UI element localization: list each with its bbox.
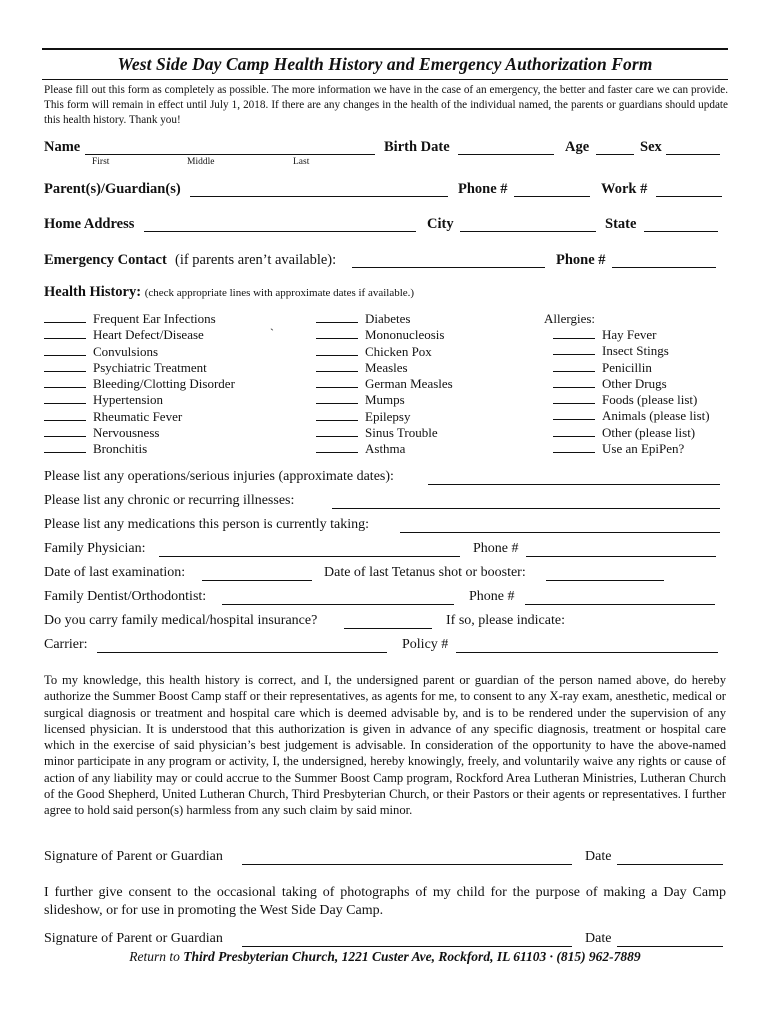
condition-label: Bleeding/Clotting Disorder xyxy=(93,376,235,392)
emergency-contact-label: Emergency Contact xyxy=(44,252,167,268)
condition-item xyxy=(44,425,235,441)
city-label: City xyxy=(427,216,454,232)
tetanus-field[interactable] xyxy=(546,565,664,581)
name-last-hint: Last xyxy=(293,157,310,167)
name-field[interactable] xyxy=(85,139,375,155)
check-line[interactable] xyxy=(316,327,358,339)
condition-item xyxy=(44,441,235,457)
name-middle-hint: Middle xyxy=(187,157,215,167)
check-line[interactable] xyxy=(316,409,358,421)
condition-label: Mononucleosis xyxy=(365,327,445,343)
return-address xyxy=(0,949,770,965)
allergy-label: Other Drugs xyxy=(602,375,667,391)
guardian-phone-field[interactable] xyxy=(514,181,590,197)
condition-item xyxy=(44,392,235,408)
check-line[interactable] xyxy=(316,344,358,356)
check-line[interactable] xyxy=(44,392,86,404)
allergy-item xyxy=(553,425,710,441)
medications-label: Please list any medications this person is currently taking: xyxy=(44,517,370,532)
carrier-label: Carrier: xyxy=(44,637,88,652)
intro-text: Please fill out this form as completely as possible. The more information we have in the case of an emergency, the better and faster care we can provide. This form will remain in effect until July 1, 2018. If there are any changes in the health of the individual named, the parents or guardians should update this health history. Thank you! xyxy=(44,84,728,126)
operations-row xyxy=(44,469,728,489)
check-line[interactable] xyxy=(44,327,86,339)
condition-label: Heart Defect/Disease xyxy=(93,327,204,343)
work-field[interactable] xyxy=(656,181,722,197)
check-line[interactable] xyxy=(553,408,595,420)
city-field[interactable] xyxy=(460,216,596,232)
condition-label: Rheumatic Fever xyxy=(93,408,183,424)
allergy-item xyxy=(553,441,710,457)
condition-item xyxy=(44,344,235,360)
date-label-2: Date xyxy=(585,931,612,946)
carrier-row xyxy=(44,637,728,657)
dentist-phone-label: Phone # xyxy=(469,589,515,604)
physician-row xyxy=(44,541,728,561)
condition-label: Mumps xyxy=(365,392,405,408)
age-label: Age xyxy=(565,139,590,155)
stray-mark: ` xyxy=(270,326,274,340)
condition-item xyxy=(44,327,235,343)
dentist-field[interactable] xyxy=(222,589,454,605)
signature-field-1[interactable] xyxy=(242,849,572,865)
allergy-item xyxy=(553,343,710,359)
check-line[interactable] xyxy=(316,311,358,323)
guardian-label: Parent(s)/Guardian(s) xyxy=(44,181,181,197)
signature-label-1: Signature of Parent or Guardian xyxy=(44,849,223,864)
medications-field[interactable] xyxy=(400,517,720,533)
condition-item xyxy=(44,376,235,392)
condition-label: Hypertension xyxy=(93,392,164,408)
health-history-note: (check appropriate lines with approximate dates if available.) xyxy=(144,287,415,299)
authorization-text: To my knowledge, this health history is correct, and I, the undersigned parent or guardian of the person named above, do hereby authorize the Summer Boost Camp staff or their representatives, as agents for me, to consent to any X-ray exam, anesthetic, medical or surgical diagnosis or treatment and hospital care which is deemed advisable by, and is to be rendered under the supervision of any licensed physician. It is understood that this authorization is given in advance of any specific diagnosis, treatment or hospital care which in the exercise of said physician’s best judgement is advisable. In consideration of the opportunity to have the above-named minor participate in any program or activity, I, the undersigned, hereby knowingly, freely, and voluntarily waive any rights or cause of action of any liability may or could accrue to the Summer Boost Camp program, Rockford Area Lutheran Ministries, Lutheran Church of the Good Shepherd, United Lutheran Church, Third Presbyterian Church, or their Pastors or their agents or representatives. I further agree to hold said person(s) harmless from any such claim by said minor. xyxy=(44,673,726,818)
guardian-phone-label: Phone # xyxy=(458,181,508,197)
emergency-row xyxy=(44,252,728,272)
date-field-2[interactable] xyxy=(617,931,723,947)
physician-phone-field[interactable] xyxy=(526,541,716,557)
chronic-field[interactable] xyxy=(332,493,720,509)
name-row xyxy=(44,139,728,159)
home-address-label: Home Address xyxy=(44,216,135,232)
medications-row xyxy=(44,517,728,537)
age-field[interactable] xyxy=(596,139,634,155)
dentist-phone-field[interactable] xyxy=(525,589,715,605)
emergency-phone-field[interactable] xyxy=(612,252,716,268)
condition-item xyxy=(316,311,453,327)
name-label: Name xyxy=(44,139,81,155)
condition-label: Psychiatric Treatment xyxy=(93,359,207,375)
date-label-1: Date xyxy=(585,849,612,864)
condition-item xyxy=(44,409,235,425)
address-row xyxy=(44,216,728,236)
allergies-column xyxy=(553,327,710,457)
tetanus-label: Date of last Tetanus shot or booster: xyxy=(324,565,526,580)
work-label: Work # xyxy=(601,181,648,197)
condition-label: Epilepsy xyxy=(365,408,411,424)
condition-label: Diabetes xyxy=(365,311,411,326)
allergies-heading: Allergies: xyxy=(544,311,596,326)
check-line[interactable] xyxy=(44,409,86,421)
condition-item xyxy=(316,327,453,343)
check-line[interactable] xyxy=(316,376,358,388)
chronic-row xyxy=(44,493,728,513)
state-label: State xyxy=(605,216,637,232)
condition-label: Sinus Trouble xyxy=(365,425,438,441)
check-line[interactable] xyxy=(44,425,86,437)
emergency-contact-field[interactable] xyxy=(352,252,545,268)
if-so-label: If so, please indicate: xyxy=(446,613,565,628)
form-title: West Side Day Camp Health History and Emergency Authorization Form xyxy=(117,54,653,74)
chronic-label: Please list any chronic or recurring illnesses: xyxy=(44,493,295,508)
conditions-column-1 xyxy=(44,311,235,458)
check-line[interactable] xyxy=(316,392,358,404)
condition-item xyxy=(44,360,235,376)
allergy-label: Animals (please list) xyxy=(602,408,710,424)
allergy-item xyxy=(553,360,710,376)
allergy-label: Insect Stings xyxy=(602,343,669,359)
signature-label-2: Signature of Parent or Guardian xyxy=(44,931,223,946)
signature-field-2[interactable] xyxy=(242,931,572,947)
physician-phone-label: Phone # xyxy=(473,541,519,556)
check-line[interactable] xyxy=(316,441,358,453)
title-rule xyxy=(42,79,728,80)
last-exam-field[interactable] xyxy=(202,565,312,581)
photo-consent-text: I further give consent to the occasional taking of photographs of my child for the purpose of making a Day Camp slideshow, or for use in promoting the West Side Day Camp. xyxy=(44,885,726,918)
check-line[interactable] xyxy=(44,311,86,323)
check-line[interactable] xyxy=(553,441,595,453)
state-field[interactable] xyxy=(644,216,718,232)
condition-label: German Measles xyxy=(365,376,453,392)
check-line[interactable] xyxy=(553,343,595,355)
exam-row xyxy=(44,565,728,585)
allergy-label: Other (please list) xyxy=(602,424,696,440)
condition-item xyxy=(44,311,235,327)
emergency-note: (if parents aren’t available): xyxy=(175,252,337,268)
allergy-label: Penicillin xyxy=(602,359,652,375)
return-to-label: Return to xyxy=(129,949,180,964)
birth-date-field[interactable] xyxy=(458,139,554,155)
condition-item xyxy=(316,376,453,392)
condition-item xyxy=(316,360,453,376)
check-line[interactable] xyxy=(553,425,595,437)
physician-label: Family Physician: xyxy=(44,541,146,556)
last-exam-label: Date of last examination: xyxy=(44,565,186,580)
allergy-item xyxy=(553,376,710,392)
check-line[interactable] xyxy=(316,360,358,372)
policy-field[interactable] xyxy=(456,637,718,653)
conditions-column-2 xyxy=(316,311,453,458)
check-line[interactable] xyxy=(316,425,358,437)
condition-label: Asthma xyxy=(365,441,406,457)
condition-item xyxy=(316,392,453,408)
policy-label: Policy # xyxy=(402,637,449,652)
condition-item xyxy=(316,409,453,425)
allergy-label: Foods (please list) xyxy=(602,392,698,408)
health-history-label: Health History: xyxy=(44,284,142,300)
check-line[interactable] xyxy=(44,360,86,372)
condition-item xyxy=(316,425,453,441)
operations-label: Please list any operations/serious injuries (approximate dates): xyxy=(44,469,394,484)
physician-field[interactable] xyxy=(159,541,460,557)
allergy-label: Hay Fever xyxy=(602,327,657,342)
check-line[interactable] xyxy=(553,360,595,372)
allergy-label: Use an EpiPen? xyxy=(602,441,685,457)
guardian-field[interactable] xyxy=(190,181,448,197)
insurance-field[interactable] xyxy=(344,613,432,629)
condition-label: Convulsions xyxy=(93,343,159,359)
signature-row-2 xyxy=(44,931,728,951)
health-history-heading xyxy=(44,284,414,301)
emergency-phone-label: Phone # xyxy=(556,252,606,268)
return-address-text: Third Presbyterian Church, 1221 Custer Ave, Rockford, IL 61103 · (815) 962-7889 xyxy=(183,949,641,964)
check-line[interactable] xyxy=(44,376,86,388)
check-line[interactable] xyxy=(553,392,595,404)
condition-label: Frequent Ear Infections xyxy=(93,311,216,326)
dentist-row xyxy=(44,589,728,609)
check-line[interactable] xyxy=(44,441,86,453)
allergy-item xyxy=(553,327,710,343)
condition-label: Chicken Pox xyxy=(365,343,432,359)
insurance-row xyxy=(44,613,728,633)
carrier-field[interactable] xyxy=(97,637,387,653)
sex-field[interactable] xyxy=(666,139,720,155)
dentist-label: Family Dentist/Orthodontist: xyxy=(44,589,207,604)
check-line[interactable] xyxy=(553,376,595,388)
allergy-item xyxy=(553,392,710,408)
check-line[interactable] xyxy=(553,327,595,339)
insurance-label: Do you carry family medical/hospital insurance? xyxy=(44,613,318,628)
signature-row-1 xyxy=(44,849,728,869)
condition-item xyxy=(316,441,453,457)
sex-label: Sex xyxy=(640,139,662,155)
home-address-field[interactable] xyxy=(144,216,416,232)
condition-label: Nervousness xyxy=(93,425,160,441)
name-first-hint: First xyxy=(92,157,110,167)
allergy-item xyxy=(553,408,710,424)
operations-field[interactable] xyxy=(428,469,720,485)
guardian-row xyxy=(44,181,728,201)
condition-label: Bronchitis xyxy=(93,441,148,457)
top-rule xyxy=(42,48,728,50)
birth-date-label: Birth Date xyxy=(384,139,450,155)
check-line[interactable] xyxy=(44,344,86,356)
condition-item xyxy=(316,344,453,360)
date-field-1[interactable] xyxy=(617,849,723,865)
condition-label: Measles xyxy=(365,359,408,375)
